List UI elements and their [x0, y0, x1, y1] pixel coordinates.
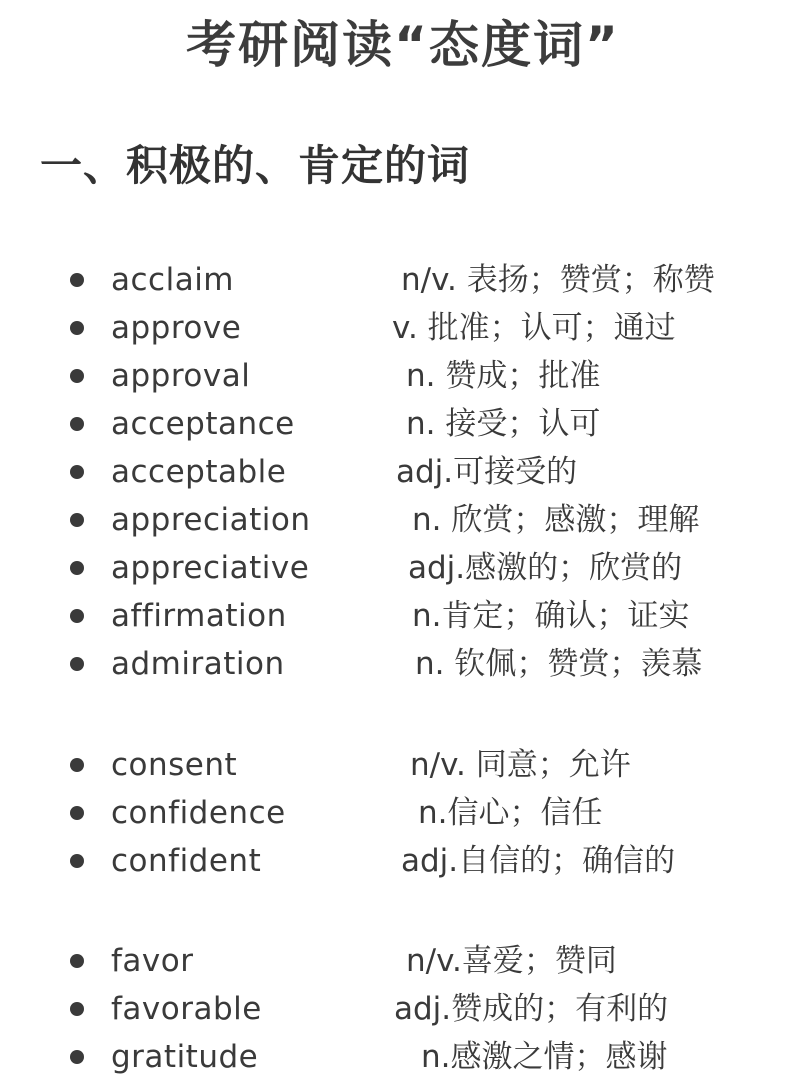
word-text: admiration	[111, 646, 285, 682]
meaning-text: n. 欣赏；感激；理解	[412, 502, 700, 538]
word-text: appreciative	[111, 550, 310, 586]
meaning-text: adj.可接受的	[396, 454, 578, 490]
list-item	[0, 401, 806, 449]
word-text: approve	[111, 310, 242, 346]
list-item	[0, 353, 806, 401]
bullet-icon	[70, 465, 84, 479]
word-text: acceptable	[111, 454, 287, 490]
page-title: 考研阅读“态度词”	[186, 16, 620, 74]
meaning-text: n. 赞成；批准	[406, 358, 601, 394]
bullet-icon	[70, 1050, 84, 1064]
bullet-icon	[70, 417, 84, 431]
meaning-text: adj.感激的；欣赏的	[408, 550, 683, 586]
list-item	[0, 1034, 806, 1082]
list-item	[0, 545, 806, 593]
list-item	[0, 838, 806, 886]
word-text: gratitude	[111, 1039, 259, 1075]
bullet-icon	[70, 561, 84, 575]
list-item	[0, 641, 806, 689]
word-text: favorable	[111, 991, 262, 1027]
section-heading: 一、积极的、肯定的词	[40, 141, 471, 190]
list-item	[0, 986, 806, 1034]
bullet-icon	[70, 273, 84, 287]
list-item	[0, 449, 806, 497]
meaning-text: n. 接受；认可	[406, 406, 601, 442]
bullet-icon	[70, 854, 84, 868]
word-text: acceptance	[111, 406, 295, 442]
list-item	[0, 497, 806, 545]
vocab-group-3	[0, 938, 806, 1082]
word-text: appreciation	[111, 502, 311, 538]
vocab-group-1	[0, 257, 806, 689]
meaning-text: n/v. 表扬；赞赏；称赞	[401, 262, 715, 298]
meaning-text: n.感激之情；感谢	[421, 1039, 668, 1075]
bullet-icon	[70, 321, 84, 335]
list-item	[0, 305, 806, 353]
word-text: affirmation	[111, 598, 287, 634]
meaning-text: n. 钦佩；赞赏；羡慕	[415, 646, 703, 682]
word-text: confident	[111, 843, 262, 879]
list-item	[0, 938, 806, 986]
meaning-text: n.信心；信任	[418, 795, 603, 831]
meaning-text: n.肯定；确认；证实	[412, 598, 690, 634]
bullet-icon	[70, 657, 84, 671]
bullet-icon	[70, 954, 84, 968]
bullet-icon	[70, 806, 84, 820]
list-item	[0, 790, 806, 838]
bullet-icon	[70, 369, 84, 383]
word-text: approval	[111, 358, 251, 394]
meaning-text: v. 批准；认可；通过	[392, 310, 676, 346]
word-text: confidence	[111, 795, 286, 831]
list-item	[0, 257, 806, 305]
word-text: favor	[111, 943, 194, 979]
word-text: acclaim	[111, 262, 235, 298]
bullet-icon	[70, 758, 84, 772]
meaning-text: n/v. 同意；允许	[410, 747, 631, 783]
list-item	[0, 593, 806, 641]
meaning-text: adj.自信的；确信的	[401, 843, 676, 879]
list-item	[0, 742, 806, 790]
vocab-group-2	[0, 742, 806, 886]
word-text: consent	[111, 747, 238, 783]
bullet-icon	[70, 513, 84, 527]
bullet-icon	[70, 1002, 84, 1016]
bullet-icon	[70, 609, 84, 623]
meaning-text: n/v.喜爱；赞同	[406, 943, 617, 979]
meaning-text: adj.赞成的；有利的	[394, 991, 669, 1027]
